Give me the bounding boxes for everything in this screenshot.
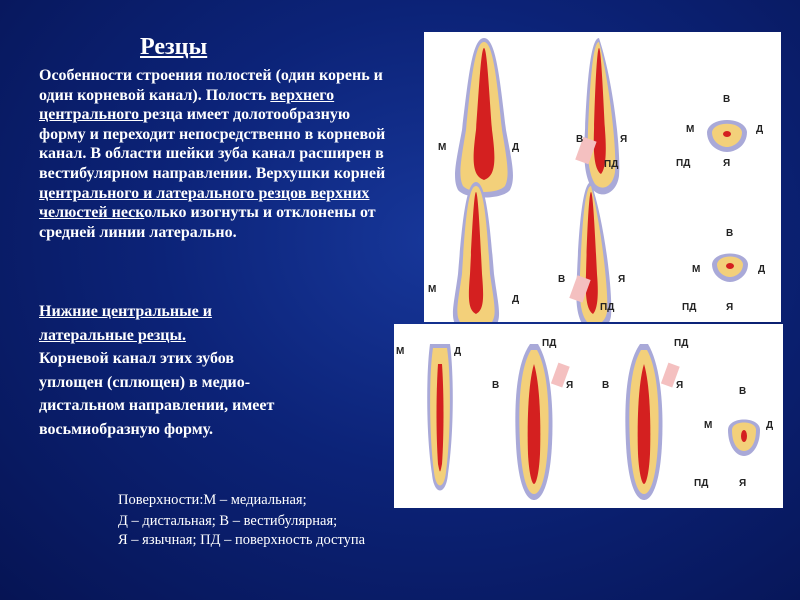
text-link-2: центрального и латерального резцов верхних челюстей неск — [39, 184, 370, 222]
label-v-5: В — [492, 380, 500, 391]
text-part-2: резца имеет долотообразную форму и переходит непосредственно в корневой канал. В области шейки зуба канал расширен в вестибулярном направлении. Верхушки корней — [39, 106, 386, 182]
label-d-4: Д — [758, 264, 766, 275]
label-d-3: Д — [512, 294, 520, 305]
label-ya-7: Я — [739, 478, 747, 489]
text-link-1: верхнего центрального — [39, 86, 335, 124]
legend-line-3: Я – язычная; ПД – поверхность доступа — [118, 532, 366, 548]
label-m-5: М — [396, 346, 405, 357]
tooth-lower-mesiodistal — [427, 344, 453, 491]
slide-title: Резцы — [140, 34, 208, 60]
label-pd-4: ПД — [682, 302, 697, 313]
label-pd-7: ПД — [694, 478, 709, 489]
upper-incisors-diagram — [424, 32, 781, 322]
lower-heading-2: латеральные резцы. — [39, 326, 186, 344]
tooth-lower-labiolingual-2 — [625, 344, 679, 500]
text-part-3: олько изогнуты и отклонены от средней линии латерально. — [39, 204, 376, 241]
upper-incisors-description — [39, 66, 399, 242]
tooth-upper-lateral-mesiodistal — [453, 182, 499, 322]
label-ya-6: Я — [676, 380, 684, 391]
tooth-lower-cross-section — [728, 420, 760, 457]
label-ya-2: Я — [723, 158, 731, 169]
label-pd-1: ПД — [604, 159, 619, 170]
tooth-lower-labiolingual-1 — [515, 344, 569, 500]
tooth-upper-central-mesiodistal — [455, 38, 513, 198]
lower-line-2: уплощен (сплющен) в медио- — [39, 373, 251, 391]
label-ya-4: Я — [726, 302, 734, 313]
lower-line-1: Корневой канал этих зубов — [39, 350, 234, 367]
text-part-1: Особенности строения полостей (один корень и один корневой канал). Полость — [39, 67, 383, 104]
label-m-2: М — [686, 124, 695, 135]
label-v-4: В — [726, 228, 734, 239]
label-v-6: В — [602, 380, 610, 391]
lower-line-3: дистальном направлении, имеет — [39, 397, 275, 414]
tooth-upper-lateral-labiolingual — [569, 182, 611, 322]
label-v-2: В — [723, 94, 731, 105]
label-m-7: М — [704, 420, 713, 431]
label-v-7: В — [739, 386, 747, 397]
tooth-upper-central-cross-section — [707, 120, 747, 152]
legend-line-1: Поверхности:М – медиальная; — [118, 492, 307, 508]
tooth-upper-central-labiolingual — [575, 38, 619, 194]
label-pd-3: ПД — [600, 302, 615, 313]
label-v-3: В — [558, 274, 566, 285]
label-m-1: М — [438, 142, 447, 153]
label-pd-5: ПД — [542, 338, 557, 349]
label-pd-2: ПД — [676, 158, 691, 169]
tooth-upper-lateral-cross-section — [712, 254, 748, 283]
lower-heading-1: Нижние центральные и — [39, 303, 212, 320]
label-ya-1: Я — [620, 134, 628, 145]
lower-incisors-diagram — [394, 324, 783, 508]
label-m-4: М — [692, 264, 701, 275]
label-v-1: В — [576, 134, 584, 145]
label-ya-5: Я — [566, 380, 574, 391]
label-d-1: Д — [512, 142, 520, 153]
surfaces-legend — [118, 490, 408, 549]
label-d-7: Д — [766, 420, 774, 431]
legend-line-2: Д – дистальная; В – вестибулярная; — [118, 513, 338, 529]
label-m-3: М — [428, 284, 437, 295]
label-ya-3: Я — [618, 274, 626, 285]
label-d-5: Д — [454, 346, 462, 357]
label-d-2: Д — [756, 124, 764, 135]
lower-incisors-description — [39, 300, 369, 441]
lower-line-4: восьмиобразную форму. — [39, 420, 214, 438]
label-pd-6: ПД — [674, 338, 689, 349]
